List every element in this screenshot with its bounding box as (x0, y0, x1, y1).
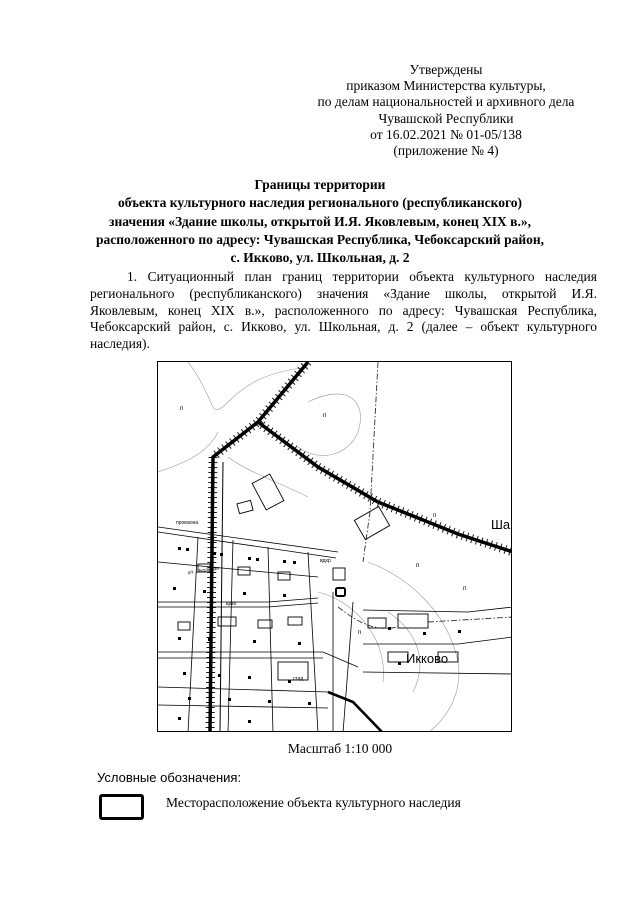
title-line: Границы территории (254, 177, 386, 192)
title-line: объекта культурного наследия регионального (республиканского) (118, 195, 522, 211)
approval-line: Чувашской Республики (378, 110, 514, 126)
map-drawing (158, 362, 512, 732)
map-scale: Масштаб 1:10 000 (287, 741, 393, 756)
title-line: с. Икково, ул. Школьная, д. 2 (230, 250, 410, 266)
legend-title: Условные обозначения: (97, 770, 242, 785)
legend-heritage-swatch (99, 794, 144, 820)
map-label-well: вдкп (226, 601, 237, 607)
situation-map (157, 361, 512, 732)
map-label-p: п (180, 406, 184, 412)
body-paragraph: 1. Ситуационный план границ территории объекта культурного наследия регионального (республиканского) значения «Здание школы, открытой И.Я. Яковлевым, конец XIX в.», расположенного по адресу: Чувашская Республика, Чебоксарский район, с. Икково, ул. Школьная, д. 2 (далее – объект культурного наследия). (90, 269, 597, 352)
map-label-p: п (416, 563, 420, 569)
map-label-highway: Ша (491, 517, 511, 532)
map-label-street: ул. Школьная (187, 565, 220, 576)
approval-block (296, 62, 596, 159)
approval-line: Утверждены (409, 62, 483, 77)
legend-heritage-label: Месторасположение объекта культурного наследия (166, 795, 461, 810)
approval-line: от 16.02.2021 № 01-05/138 (370, 126, 522, 142)
map-label-p: п (433, 513, 437, 519)
title-line: расположенного по адресу: Чувашская Республика, Чебоксарский район, (95, 231, 545, 247)
map-label-p: п (323, 413, 327, 419)
document-title (60, 176, 580, 267)
map-label-village: Икково (406, 651, 449, 666)
heritage-object-marker (336, 588, 345, 596)
approval-line: (приложение № 4) (393, 143, 499, 159)
map-label-water: вдхр (320, 558, 331, 564)
approval-line: по делам национальностей и архивного дела (317, 94, 575, 110)
map-label-stadium: стад. (293, 676, 305, 682)
map-label-p: п (358, 630, 362, 636)
approval-line: приказом Министерства культуры, (346, 78, 546, 94)
map-label-p: п (463, 586, 467, 592)
title-line: значения «Здание школы, открытой И.Я. Яковлевым, конец XIX в.», (109, 213, 531, 229)
map-label-industrial: промзона (176, 520, 199, 526)
